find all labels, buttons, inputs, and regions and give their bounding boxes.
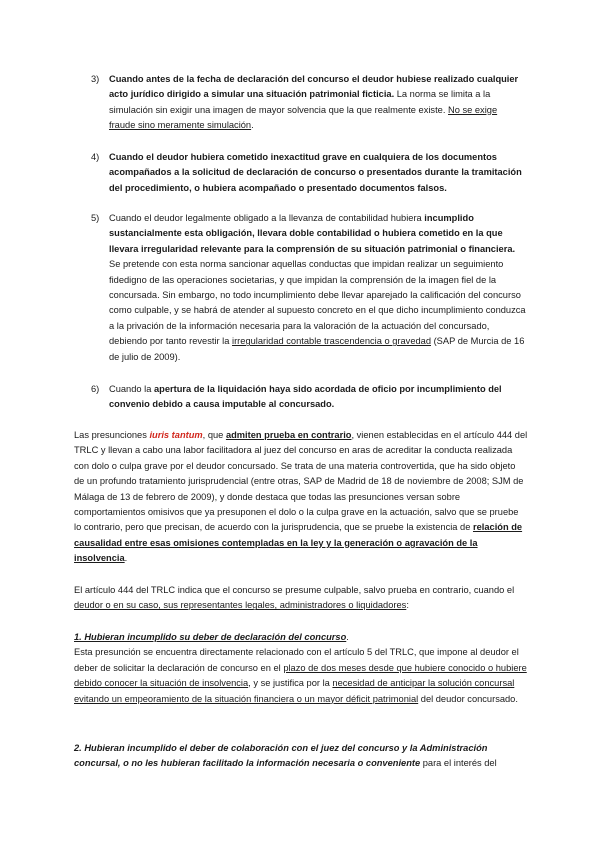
text-segment: Cuando el deudor legalmente obligado a la llevanza de contabilidad hubiera xyxy=(109,213,425,223)
text-segment: para el interés del xyxy=(420,758,497,769)
text-segment: Las presunciones xyxy=(74,430,150,440)
text-segment: Se pretende con esta norma sancionar aquellas conductas que impidan realizar un seguimiento fidedigno de las operaciones societarias, y que impidan la comprensión de la imagen fiel de la concursada. Sin embargo, no todo incumplimiento debe llevar aparejado la calificación del concurso como culpable, y se habrá de atender al supuesto concreto en el que dicho incumplimiento conduzca a la privación de la información necesaria para la valoración de la actuación del concursado, debiendo por tanto revestir la xyxy=(109,259,526,347)
list-item-5 xyxy=(91,211,526,365)
text-segment: El artículo 444 del TRLC indica que el concurso se presume culpable, salvo prueba en contrario, cuando el xyxy=(74,585,515,595)
list-item-text xyxy=(109,72,526,134)
list-item-text xyxy=(109,211,526,365)
text-segment: , que xyxy=(202,430,226,440)
text-segment: (SAP de Murcia de 16 de julio de 2009). xyxy=(109,336,525,362)
list-item-3 xyxy=(91,72,526,134)
list-item-text xyxy=(109,150,526,196)
section-1 xyxy=(74,630,528,707)
bold-underlined-text: admiten prueba en contrario xyxy=(225,430,352,440)
underlined-text: No se exige fraude sino meramente simulación xyxy=(109,104,498,131)
text-segment: . xyxy=(251,120,254,131)
section-2 xyxy=(74,741,528,772)
underlined-text: necesidad de anticipar la solución concursal evitando un empeoramiento de la situación financiera o un mayor déficit patrimonial xyxy=(74,678,515,704)
text-segment: , y se justifica por la xyxy=(248,678,333,689)
bold-text: Cuando el deudor hubiera cometido inexactitud grave en cualquiera de los documentos acompañados a la solicitud de declaración de concurso o presentados durante la tramitación del procedimiento, o hubiera acompañado o presentado documentos falsos. xyxy=(109,152,522,193)
bold-underlined-text: relación de causalidad entre esas omisiones contempladas en la ley y la generación o agravación de la insolvencia xyxy=(74,522,523,564)
list-item-text xyxy=(109,382,526,413)
text-segment: : xyxy=(406,600,409,611)
list-number: 5) xyxy=(91,213,100,223)
text-segment: . xyxy=(346,632,349,642)
paragraph-presunciones xyxy=(74,428,528,567)
list-number: 4) xyxy=(91,152,100,162)
bold-text: Cuando antes de la fecha de declaración del concurso el deudor hubiese realizado cualquier acto jurídico dirigido a simular una situación patrimonial ficticia. xyxy=(109,74,519,100)
text-segment: Cuando la xyxy=(109,384,154,394)
list-number: 6) xyxy=(91,384,100,394)
latin-term: iuris tantum xyxy=(149,430,203,440)
text-segment: . xyxy=(124,553,128,564)
bold-text: apertura de la liquidación haya sido acordada de oficio por incumplimiento del convenio debido a causa imputable al concursado. xyxy=(109,384,502,410)
text-segment: La norma se limita a la simulación sin exigir una imagen de mayor solvencia que la que realmente existe. xyxy=(109,89,491,115)
text-segment: Esta presunción se encuentra directamente relacionado con el artículo 5 del TRLC, que impone al deudor el deber de solicitar la declaración de concurso en el xyxy=(74,647,519,673)
bold-text: incumplido sustancialmente esta obligación, llevara doble contabilidad o hubiera cometido en la que llevara irregularidad relevante para la comprensión de su situación patrimonial o financiera. xyxy=(109,213,516,254)
paragraph-articulo-444 xyxy=(74,583,528,614)
list-item-4 xyxy=(91,150,526,196)
text-segment: , vienen establecidas en el artículo 444 del TRLC y llevan a cabo una labor facilitadora al juez del concurso en aras de acreditar la conducta realizada con dolo o culpa grave por el deudor concursado. Se trata de una materia controvertida, que ha sido objeto de un profundo tratamiento jurisprudencial (entre otras, SAP de Madrid de 18 de noviembre de 2008; SJM de Málaga de 13 de febrero de 2009), y donde destaca que todas las presunciones versan sobre comportamientos omisivos que ya presuponen el dolo o la culpa grave en la actuación, salvo que se pruebe lo contrario, pero que precisan, de acuerdo con la jurisprudencia, que se pruebe la existencia de xyxy=(74,430,528,533)
list-item-6 xyxy=(91,382,526,413)
underlined-text: irregularidad contable trascendencia o gravedad xyxy=(232,336,431,347)
list-number: 3) xyxy=(91,74,100,84)
text-segment: del deudor concursado. xyxy=(418,693,518,704)
underlined-text: plazo de dos meses desde que hubiere conocido o hubiere debido conocer la situación de insolvencia xyxy=(74,662,527,689)
underlined-text: deudor o en su caso, sus representantes legales, administradores o liquidadores xyxy=(74,600,407,611)
section-heading: 2. Hubieran incumplido el deber de colaboración con el juez del concurso y la Administración concursal, o no les hubieran facilitado la información necesaria o conveniente xyxy=(74,743,488,769)
section-heading: 1. Hubieran incumplido su deber de declaración del concurso xyxy=(74,632,347,642)
